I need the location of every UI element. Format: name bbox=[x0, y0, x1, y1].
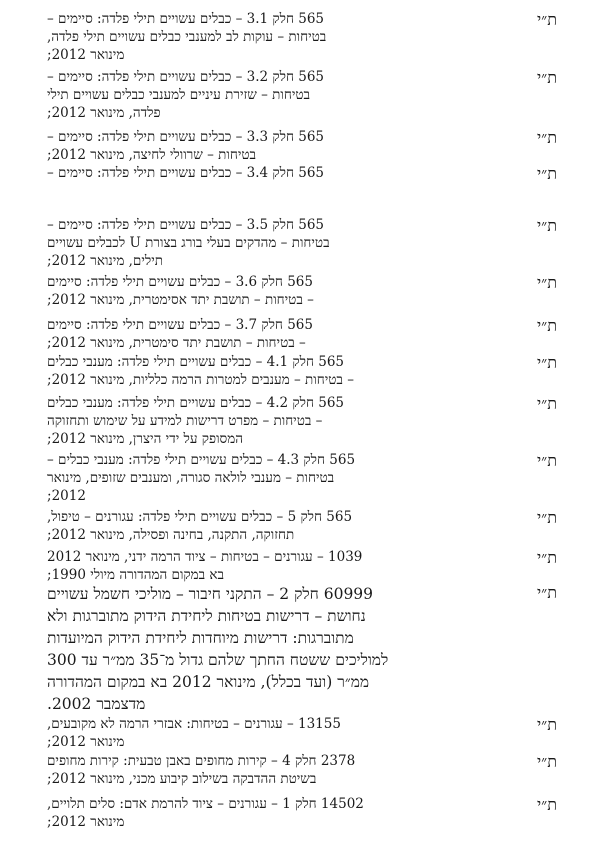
standard-prefix: ת״י bbox=[536, 394, 557, 413]
entry-line-text: 565 חלק 3.5 – כבלים עשויים תילי פלדה: סיימים – bbox=[47, 217, 325, 233]
standard-entry bbox=[47, 10, 557, 64]
entry-line-text: בטיחות – עוקות לב למענבי כבלים עשויים תילי פלדה, bbox=[47, 29, 327, 45]
entry-line-text: תחזוקה, התקנה, בחינה ופסילה, מינואר 2012; bbox=[47, 527, 295, 543]
entry-line bbox=[47, 487, 557, 505]
entry-line bbox=[47, 671, 557, 693]
entry-line-text: – בטיחות – תושבת יתד סימטרית, מינואר 2012; bbox=[47, 335, 306, 351]
standard-prefix: ת״י bbox=[536, 273, 557, 292]
entry-line bbox=[47, 164, 557, 182]
entry-line-text: תילים, מינואר 2012; bbox=[47, 253, 163, 269]
standard-prefix: ת״י bbox=[536, 752, 557, 771]
entry-line bbox=[47, 412, 557, 430]
entry-line-text: ממ״ר (ועד בכלל), מינואר 2012 בא במקום המהדורה bbox=[47, 673, 370, 691]
entry-line-text: מינואר 2012; bbox=[47, 734, 125, 750]
entry-line-text: בטיחות – שרוולי לחיצה, מינואר 2012; bbox=[47, 147, 257, 163]
entry-line bbox=[47, 234, 557, 252]
entry-line-text: 565 חלק 3.4 – כבלים עשויים תילי פלדה: סיימים – bbox=[47, 165, 325, 181]
entry-line-text: 2378 חלק 4 – קירות מחופים באבן טבעית: קירות מחופים bbox=[47, 753, 356, 769]
entry-line-text: 1039 – עגורנים – בטיחות – ציוד הרמה ידני, מינואר 2012 bbox=[47, 549, 363, 565]
entry-line-text: 2012; bbox=[47, 488, 86, 504]
entry-line-text: בטיחות – מהדקים בעלי בורג בצורת U לכבלים עשויים bbox=[47, 235, 330, 251]
standard-prefix: ת״י bbox=[536, 164, 557, 183]
entry-line-text: למוליכים ששטח החתך שלהם גדול מ־35 ממ״ר עד 300 bbox=[47, 651, 389, 669]
entry-line bbox=[47, 649, 557, 671]
entry-line bbox=[47, 451, 557, 469]
entry-line bbox=[47, 86, 557, 104]
entry-line bbox=[47, 291, 557, 309]
standard-prefix: ת״י bbox=[536, 10, 557, 29]
entry-line-text: נחושת – דרישות בטיחות ליחידת הידוק מתוברגות ולא bbox=[47, 607, 366, 625]
entry-line-text: מתוברגות: דרישות מיוחדות ליחידת הידוק המיועדות bbox=[47, 629, 354, 647]
entry-line-text: 13155 – עגורנים – בטיחות: אבזרי הרמה לא מקובעים, bbox=[47, 716, 341, 732]
entry-line-text: 565 חלק 3.2 – כבלים עשויים תילי פלדה: סיימים – bbox=[47, 69, 325, 85]
entry-line bbox=[47, 605, 557, 627]
entry-line bbox=[47, 146, 557, 164]
standard-entry bbox=[47, 548, 557, 584]
entry-line-text: בטיחות – שזירת עיניים למענבי כבלים עשויים תילי bbox=[47, 87, 311, 103]
entry-line-text: 565 חלק 3.6 – כבלים עשויים תילי פלדה: סיימים bbox=[47, 274, 313, 290]
standard-entry bbox=[47, 715, 557, 751]
entry-line bbox=[47, 104, 557, 122]
standard-entry bbox=[47, 353, 557, 389]
entry-line-text: מדצמבר 2002. bbox=[47, 695, 146, 713]
standard-entry bbox=[47, 795, 557, 831]
entry-line bbox=[47, 752, 557, 770]
entry-line bbox=[47, 334, 557, 352]
entry-line bbox=[47, 795, 557, 813]
standard-entry bbox=[47, 508, 557, 544]
entry-line bbox=[47, 627, 557, 649]
standard-entry bbox=[47, 316, 557, 352]
entry-line bbox=[47, 316, 557, 334]
entry-line-text: 565 חלק 3.7 – כבלים עשויים תילי פלדה: סיימים bbox=[47, 317, 313, 333]
entry-line bbox=[47, 693, 557, 715]
standard-entry bbox=[47, 273, 557, 309]
entry-line-text: המסופק על ידי היצרן, מינואר 2012; bbox=[47, 431, 243, 447]
entry-line-text: 565 חלק 3.3 – כבלים עשויים תילי פלדה: סיימים – bbox=[47, 129, 325, 145]
entry-line-text: מינואר 2012; bbox=[47, 814, 125, 830]
entry-line-text: – בטיחות – מפרט דרישות למידע על שימוש ותחזוקה bbox=[47, 413, 323, 429]
entry-line-text: בשיטת ההדבקה בשילוב קיבוע מכני, מינואר 2012; bbox=[47, 771, 317, 787]
entry-line bbox=[47, 583, 557, 605]
entry-line-text: 565 חלק 4.2 – כבלים עשויים תילי פלדה: מענבי כבלים bbox=[47, 395, 345, 411]
standard-prefix: ת״י bbox=[536, 548, 557, 567]
standard-entry bbox=[47, 68, 557, 122]
entry-line-text: 14502 חלק 1 – עגורנים – ציוד להרמת אדם: סלים תלויים, bbox=[47, 796, 364, 812]
entry-line bbox=[47, 28, 557, 46]
entry-line bbox=[47, 46, 557, 64]
entry-line bbox=[47, 273, 557, 291]
entry-line-text: 565 חלק 3.1 – כבלים עשויים תילי פלדה: סיימים – bbox=[47, 11, 325, 27]
standard-prefix: ת״י bbox=[536, 795, 557, 814]
standard-prefix: ת״י bbox=[536, 216, 557, 235]
entry-line-text: פלדה, מינואר 2012; bbox=[47, 105, 161, 121]
standard-entry bbox=[47, 583, 557, 715]
entry-line bbox=[47, 353, 557, 371]
standard-entry bbox=[47, 164, 557, 182]
standard-prefix: ת״י bbox=[536, 128, 557, 147]
entry-line-text: – בטיחות – תושבת יתד אסימטרית, מינואר 2012; bbox=[47, 292, 314, 308]
standard-entry bbox=[47, 128, 557, 164]
standard-entry bbox=[47, 394, 557, 448]
entry-line-text: – בטיחות – מענבים למטרות הרמה כלליות, מינואר 2012; bbox=[47, 372, 354, 388]
entry-line bbox=[47, 770, 557, 788]
standard-entry bbox=[47, 216, 557, 270]
entry-line bbox=[47, 526, 557, 544]
entry-line bbox=[47, 733, 557, 751]
entry-line-text: 565 חלק 4.3 – כבלים עשויים תילי פלדה: מענבי כבלים – bbox=[47, 452, 356, 468]
standard-entry bbox=[47, 752, 557, 788]
entry-line-text: 565 חלק 4.1 – כבלים עשויים תילי פלדה: מענבי כבלים bbox=[47, 354, 345, 370]
entry-line bbox=[47, 469, 557, 487]
standard-prefix: ת״י bbox=[536, 451, 557, 470]
standard-prefix: ת״י bbox=[536, 583, 557, 602]
entry-line bbox=[47, 371, 557, 389]
entry-line bbox=[47, 508, 557, 526]
entry-line bbox=[47, 252, 557, 270]
entry-line bbox=[47, 216, 557, 234]
entry-line-text: בטיחות – מענבי לולאה סגורה, ומענבים שזופים, מינואר bbox=[47, 470, 335, 486]
entry-line bbox=[47, 715, 557, 733]
standard-entry bbox=[47, 451, 557, 505]
entry-line bbox=[47, 813, 557, 831]
entry-line bbox=[47, 10, 557, 28]
entry-line bbox=[47, 128, 557, 146]
entry-line-text: בא במקום המהדורה מיולי 1990; bbox=[47, 567, 225, 583]
entry-line bbox=[47, 430, 557, 448]
entry-line bbox=[47, 394, 557, 412]
standard-prefix: ת״י bbox=[536, 68, 557, 87]
standard-prefix: ת״י bbox=[536, 353, 557, 372]
entry-line-text: מינואר 2012; bbox=[47, 47, 125, 63]
standard-prefix: ת״י bbox=[536, 508, 557, 527]
entry-line bbox=[47, 566, 557, 584]
entry-line-text: 60999 חלק 2 – התקני חיבור – מוליכי חשמל עשויים bbox=[47, 585, 374, 603]
standard-prefix: ת״י bbox=[536, 316, 557, 335]
standard-prefix: ת״י bbox=[536, 715, 557, 734]
entry-line bbox=[47, 68, 557, 86]
entry-line bbox=[47, 548, 557, 566]
entry-line-text: 565 חלק 5 – כבלים עשויים תילי פלדה: עגורנים – טיפול, bbox=[47, 509, 353, 525]
